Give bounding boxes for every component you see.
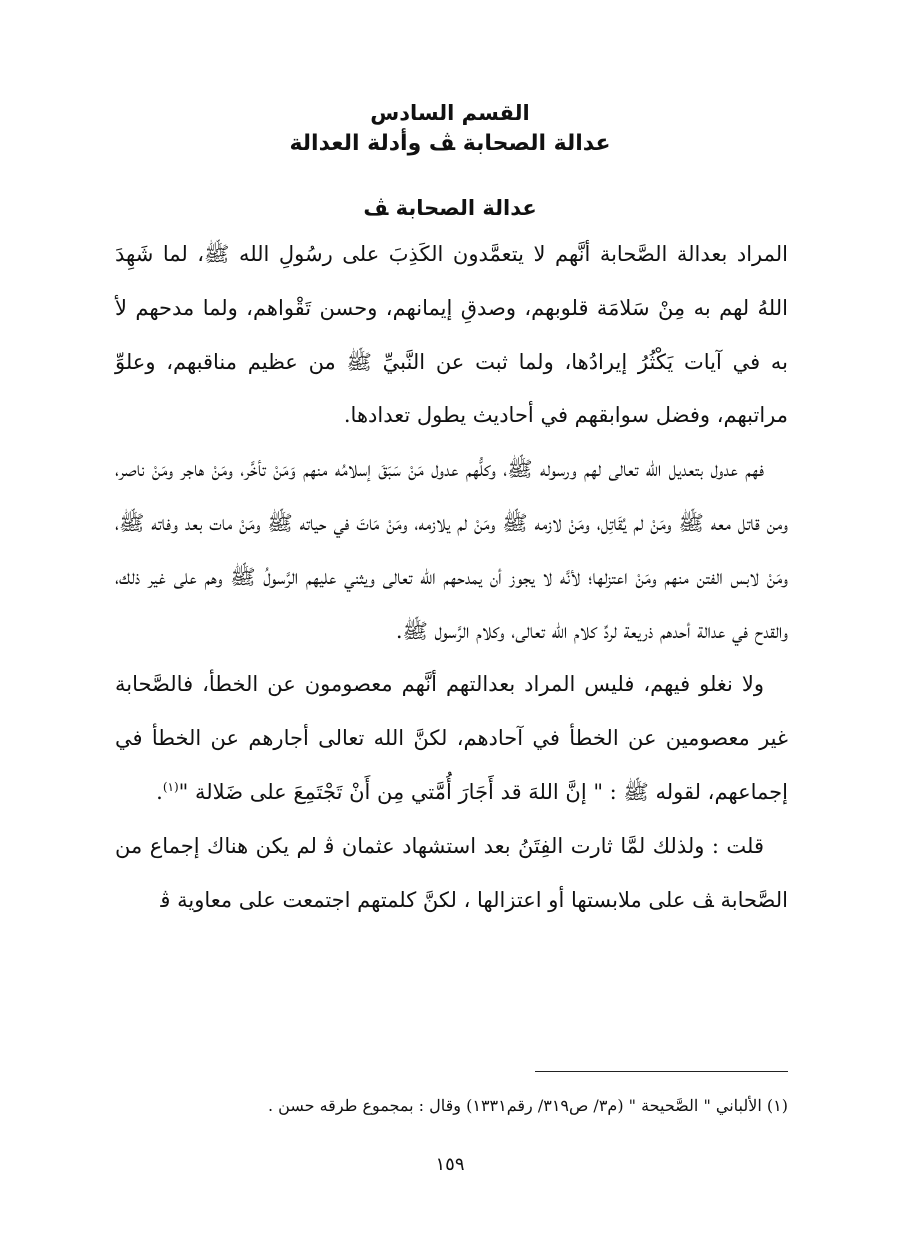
- paragraph: فهم عدول بتعديل الله تعالى لهم ورسوله ﷺ، وكلُّهم عدول مَنْ سَبَقَ إسلامُه منهم وَمَنْ تأخَّر، ومَنْ هاجر ومَنْ ناصر، ومن قاتل معه ﷺ ومَنْ لم يُقَاتِل، ومَنْ لازمه ﷺ ومَنْ لم يلازمه، ومَنْ مَاتَ في حياته ﷺ ومَنْ مات بعد وفاته ﷺ، ومَنْ لابس الفتن منهم ومَنْ اعتزلها؛ لأنَّه لا يجوز أن يمدحهم الله تعالى ويثني عليهم الرَّسولُ ﷺ وهم على غير ذلك، والقدح في عدالة أحدهم ذريعة لردِّ كلام الله تعالى، وكلام الرَّسول ﷺ.: [115, 457, 788, 643]
- paragraph: قلت : ولذلك لمَّا ثارت الفِتَنُ بعد استشهاد عثمان ﭬ لم يكن هناك إجماع من الصَّحابة ﭫ على ملابستها أو اعتزالها ، لكنَّ كلمتهم اجتمعت على معاوية ﭬ: [115, 833, 788, 912]
- footnote-reference[interactable]: (١): [162, 779, 179, 794]
- footnote-separator: [535, 1071, 788, 1072]
- page-number: ١٥٩: [435, 1154, 465, 1175]
- paragraph: المراد بعدالة الصَّحابة أنَّهم لا يتعمَّدون الكَذِبَ على رسُولِ الله ﷺ، لما شَهِدَ اللهُ لهم به مِنْ سَلامَة قلوبهم، وصدقِ إيمانهم، وحسن تَقْواهم، ولما مدحهم ﻷ به في آيات يَكْثُرُ إيرادُها، ولما ثبت عن النَّبيِّ ﷺ من عظيم مناقبهم، وعلوِّ مراتبهم، وفضل سوابقهم في أحاديث يطول تعدادها.: [115, 242, 788, 428]
- section-title: عدالة الصحابة ﭫ: [363, 196, 537, 220]
- paragraph-text: ولا نغلو فيهم، فليس المراد بعدالتهم أنَّهم معصومون عن الخطأ، فالصَّحابة غير معصومين عن الخطأ في آحادهم، لكنَّ الله تعالى أجارهم عن الخطأ في إجماعهم، لقوله ﷺ : " إنَّ اللهَ قد أَجَارَ أُمَّتي مِن أَنْ تَجْتَمِعَ على ضَلالة ": [115, 672, 788, 804]
- body-text: [115, 228, 788, 927]
- paragraph-end: .: [156, 779, 163, 804]
- footnote: (١) الألباني " الصَّحيحة " (م٣/ ص٣١٩/ رقم١٣٣١) وقال : بمجموع طرقه حسن .: [268, 1096, 788, 1115]
- part-heading: القسم السادس: [370, 101, 530, 125]
- paragraph: [115, 658, 788, 819]
- chapter-title: عدالة الصحابة ﭫ وأدلة العدالة: [289, 131, 611, 156]
